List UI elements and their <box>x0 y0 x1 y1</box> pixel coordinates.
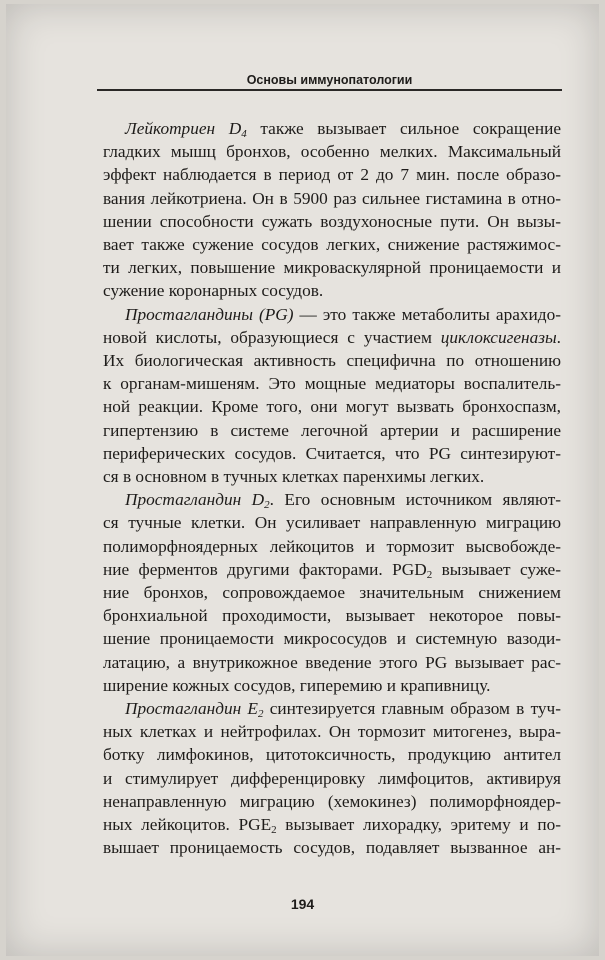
text-line: ние бронхов, сопровождаемое значительным снижением <box>103 583 561 603</box>
text-line: к органам-мишеням. Это мощные медиаторы воспалитель- <box>103 374 561 394</box>
text-line: сужение коронарных сосудов. <box>103 281 324 301</box>
text-line: ной реакции. Кроме того, они могут вызвать бронхоспазм, <box>103 397 561 417</box>
page-body <box>103 117 561 860</box>
text-line: новой кислоты, образующиеся с участием циклоксигеназы. <box>103 327 561 347</box>
text-line: ся в основном в тучных клетках паренхимы легких. <box>103 467 485 487</box>
term: Простагландин $D_2$ <box>125 490 270 512</box>
paragraph-prostaglandin-d2 <box>103 488 561 697</box>
term: циклоксигеназы <box>440 327 557 347</box>
text-line: периферических сосудов. Считается, что PG синтезируют- <box>103 443 561 463</box>
text-line: эффект наблюдается в период от 2 до 7 мин. после образо- <box>103 165 561 185</box>
text-line: вания лейкотриена. Он в 5900 раз сильнее гистамина в отно- <box>103 188 561 208</box>
paragraph-prostaglandin-e2 <box>103 697 561 859</box>
text-line: полиморфноядерных лейкоцитов и тормозит высвобожде- <box>103 536 561 556</box>
page-number: 194 <box>290 896 315 912</box>
text-line: ся тучные клетки. Он усиливает направленную миграцию <box>103 513 561 533</box>
term: Простагландин $E_2$ <box>125 699 264 721</box>
text-line: вает также сужение сосудов легких, снижение растяжимос- <box>103 235 561 255</box>
text-line: шении способности сужать воздухоносные пути. Он вызы- <box>103 211 561 231</box>
text-line: вышает проницаемость сосудов, подавляет вызванное ан- <box>103 838 561 858</box>
term: Простагландины (PG) <box>125 304 294 324</box>
text-line: ненаправленную миграцию (хемокинез) полиморфноядер- <box>103 791 561 811</box>
text-line: и стимулирует дифференцировку лимфоцитов, активируя <box>103 768 561 788</box>
text-line: латацию, а внутрикожное введение этого PG вызывает рас- <box>103 652 561 672</box>
text-line: ных клетках и нейтрофилах. Он тормозит митогенез, выра- <box>103 722 561 742</box>
text-line: Простагландин $E_2$ синтезируется главным образом в туч- <box>125 699 561 721</box>
paragraph-prostaglandins <box>103 303 561 489</box>
text-line: Простагландины (PG) — это также метаболиты арахидо- <box>125 304 561 324</box>
paragraph-leukotriene-d4 <box>103 117 561 303</box>
text-line: ти легких, повышение микроваскулярной проницаемости и <box>103 258 561 278</box>
text-line: гипертензию в системе легочной артерии и расширение <box>103 420 561 440</box>
text-line: ных лейкоцитов. $PGE_2$ вызывает лихорадку, эритему и по- <box>103 815 561 837</box>
text-line: ширение кожных сосудов, гиперемию и крапивницу. <box>103 675 491 695</box>
text-line: Лейкотриен $D_4$ также вызывает сильное сокращение <box>125 119 561 140</box>
text-line: ботку лимфокинов, цитотоксичность, продукцию антител <box>103 745 561 765</box>
text-line: Их биологическая активность специфична по отношению <box>103 351 561 371</box>
text-line: гладких мышц бронхов, особенно мелких. Максимальный <box>103 142 561 162</box>
text-line: ние ферментов другими факторами. $PGD_2$ вызывает суже- <box>103 559 561 581</box>
text-line: шение проницаемости микрососудов и системную вазоди- <box>103 629 561 649</box>
text-line: Простагландин $D_2$. Его основным источником являют- <box>125 490 561 512</box>
term: Лейкотриен $D_4$ <box>125 119 247 140</box>
text-line: бронхиальной проходимости, вызывает некоторое повы- <box>103 606 561 626</box>
running-header: Основы иммунопатологии <box>97 72 562 91</box>
